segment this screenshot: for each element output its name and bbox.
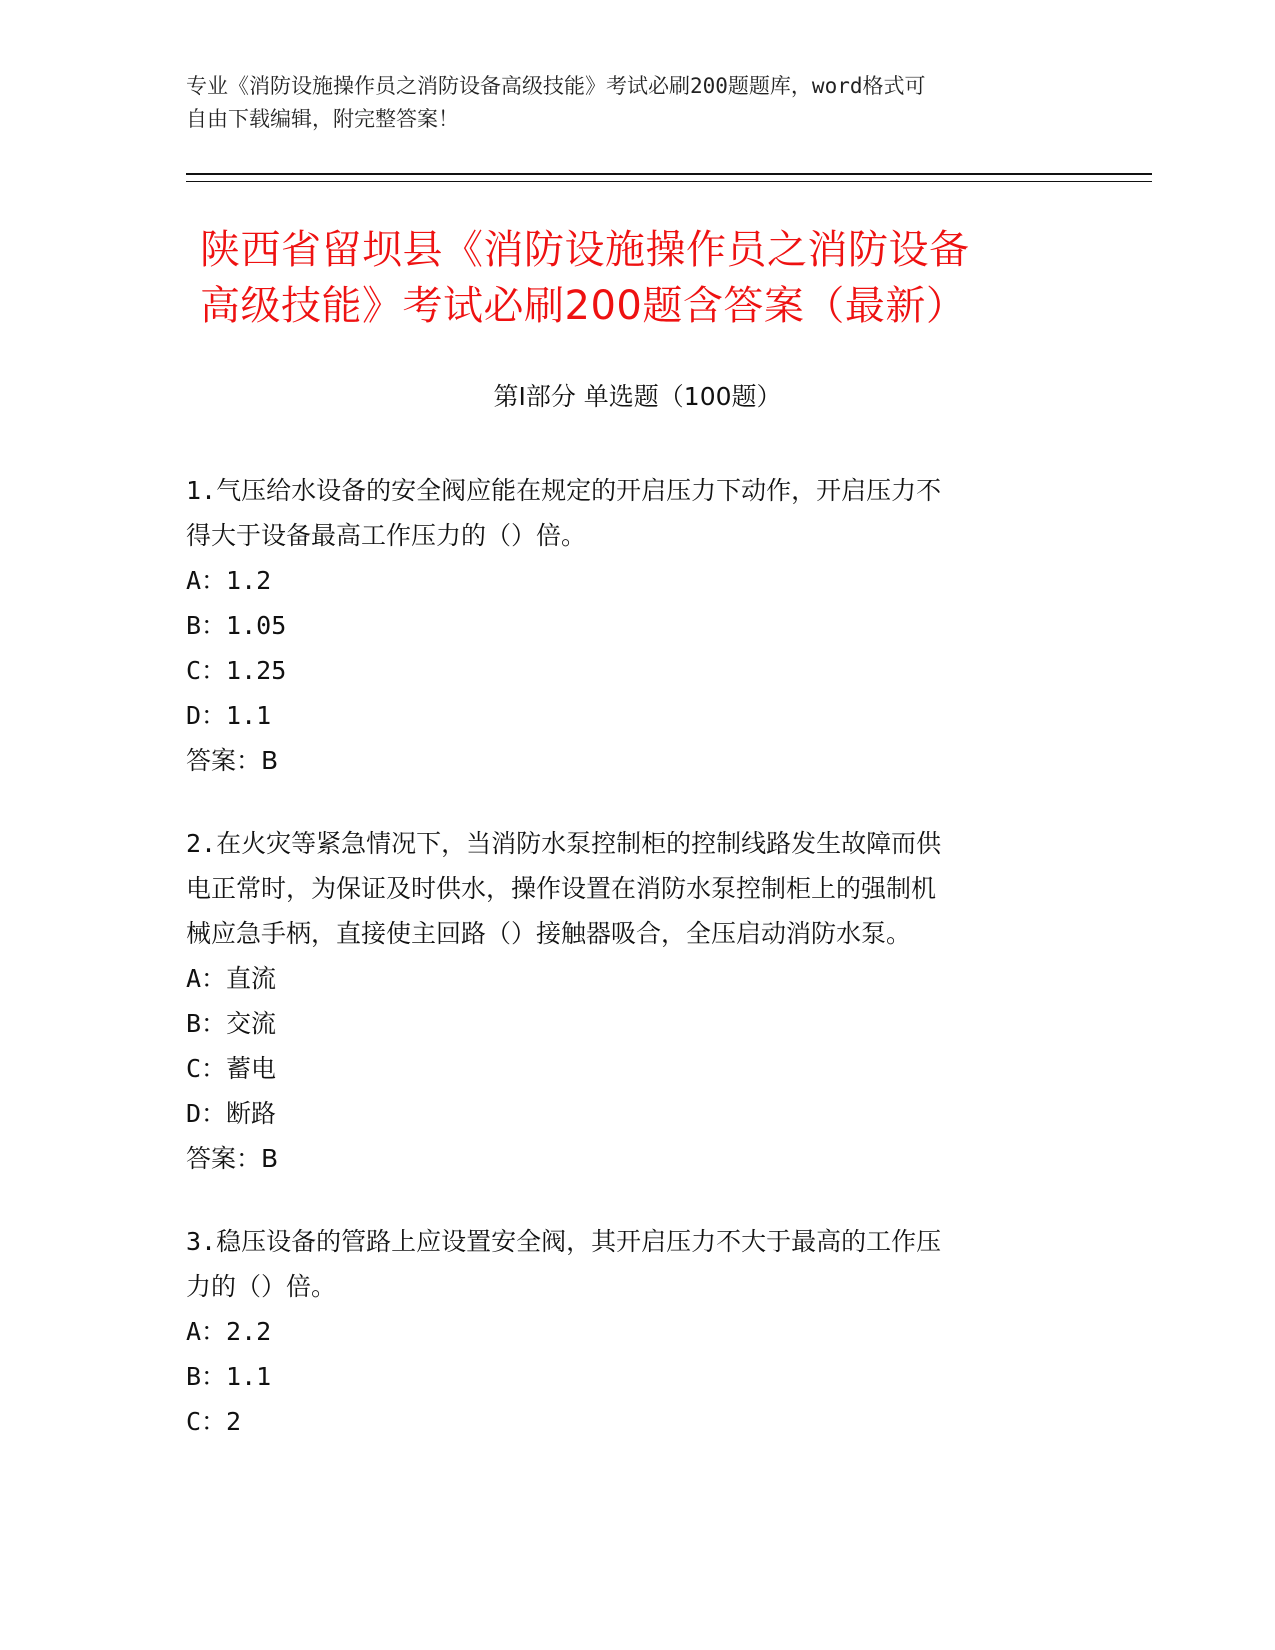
header-note-line-2: 自由下载编辑，附完整答案！ bbox=[186, 107, 459, 131]
option-c: C：1.25 bbox=[186, 656, 287, 685]
question-3 bbox=[186, 1219, 1066, 1444]
question-text-line: 1.气压给水设备的安全阀应能在规定的开启压力下动作，开启压力不 bbox=[186, 476, 942, 505]
option-a: A：1.2 bbox=[186, 566, 272, 595]
question-text-line: 力的（）倍。 bbox=[186, 1272, 337, 1301]
option-a: A：直流 bbox=[186, 964, 277, 993]
header-rule-thin bbox=[186, 181, 1152, 182]
option-c: C：蓄电 bbox=[186, 1054, 277, 1083]
question-list bbox=[186, 468, 1066, 1482]
question-text-line: 电正常时，为保证及时供水，操作设置在消防水泵控制柜上的强制机 bbox=[186, 874, 937, 903]
document-title-line-2: 高级技能》考试必刷200题含答案（最新） bbox=[200, 283, 967, 329]
question-text-line: 得大于设备最高工作压力的（）倍。 bbox=[186, 521, 587, 550]
header-note-line-1: 专业《消防设施操作员之消防设备高级技能》考试必刷200题题库，word格式可 bbox=[186, 74, 926, 98]
answer: 答案：B bbox=[186, 746, 279, 775]
question-2 bbox=[186, 821, 1066, 1181]
question-text-line: 2.在火灾等紧急情况下，当消防水泵控制柜的控制线路发生故障而供 bbox=[186, 829, 942, 858]
option-a: A：2.2 bbox=[186, 1317, 272, 1346]
document-title-line-1: 陕西省留坝县《消防设施操作员之消防设备 bbox=[200, 227, 970, 273]
document-title bbox=[200, 222, 1100, 334]
option-d: D：断路 bbox=[186, 1099, 277, 1128]
option-d: D：1.1 bbox=[186, 701, 272, 730]
header-rule-thick bbox=[186, 173, 1152, 175]
question-text-line: 械应急手柄，直接使主回路（）接触器吸合，全压启动消防水泵。 bbox=[186, 919, 912, 948]
question-1 bbox=[186, 468, 1066, 783]
option-b: B：1.1 bbox=[186, 1362, 272, 1391]
question-text-line: 3.稳压设备的管路上应设置安全阀，其开启压力不大于最高的工作压 bbox=[186, 1227, 942, 1256]
answer: 答案：B bbox=[186, 1144, 279, 1173]
option-b: B：1.05 bbox=[186, 611, 287, 640]
option-b: B：交流 bbox=[186, 1009, 277, 1038]
option-c: C：2 bbox=[186, 1407, 242, 1436]
header-note bbox=[186, 70, 1066, 136]
section-title: 第I部分 单选题（100题） bbox=[493, 382, 782, 411]
